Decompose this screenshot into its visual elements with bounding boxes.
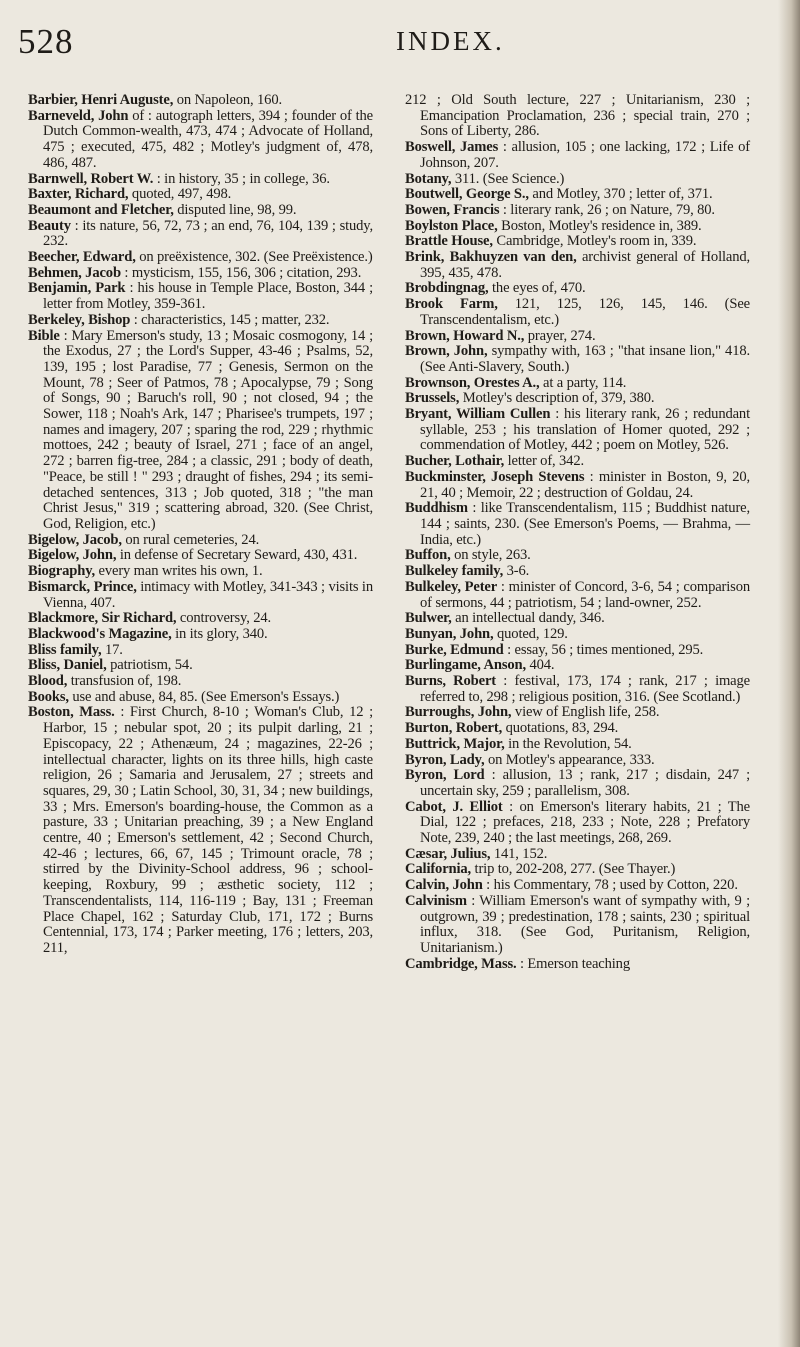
entry-headword: Blackwood's Magazine, [28, 625, 172, 642]
entry-references: on rural cemeteries, 24. [121, 531, 260, 548]
index-entry [405, 93, 750, 140]
entry-references: quoted, 497, 498. [128, 186, 232, 203]
entry-headword: Buttrick, Major, [405, 735, 505, 752]
entry-references: 212 ; Old South lecture, 227 ; Unitarianism, 230 ; Emancipation Proclamation, 236 ; special train, 270 ; Sons of Liberty, 286. [405, 92, 750, 140]
index-entry [405, 611, 750, 627]
entry-headword: Brook Farm, [405, 296, 498, 313]
entry-headword: Boutwell, George S., [405, 186, 529, 203]
index-entry [28, 187, 373, 203]
entry-references: : Emerson teaching [516, 955, 630, 972]
entry-references: in its glory, 340. [171, 625, 268, 642]
index-entry [405, 721, 750, 737]
index-entry [405, 564, 750, 580]
index-entry [405, 847, 750, 863]
entry-headword: Burlingame, Anson, [405, 657, 526, 674]
page-title: INDEX. [396, 26, 505, 56]
entry-references: : on Emerson's literary habits, 21 ; The Dial, 122 ; prefaces, 218, 233 ; Note, 228 ; Prefatory Note, 239, 240 ; the last meetings, 268, 269. [420, 798, 750, 847]
entry-references: : in history, 35 ; in college, 36. [153, 170, 330, 187]
index-entry [28, 219, 373, 250]
entry-references: : Mary Emerson's study, 13 ; Mosaic cosmogony, 14 ; the Exodus, 27 ; the Lord's Supper, 43-46 ; Psalms, 52, 139, 195 ; lost Paradise, 77 ; Genesis, Sermon on the Mount, 78 ; Seer of Patmos, 78 ; Apocalypse, 79 ; Song of Songs, 90 ; Baruch's roll, 90 ; not closed, 94 ; the Sower, 118 ; Noah's Ark, 147 ; Pharisee's trumpets, 197 ; names and imagery, 207 ; sparing the rod, 229 ; rhythmic mottoes, 242 ; beauty of Israel, 271 ; face of an angel, 272 ; barren fig-tree, 284 ; a classic, 291 ; body of death, "Peace, be still ! " 293 ; draught of fishes, 294 ; its semi-detached sentences, 313 ; Job quoted, 318 ; "the man Christ Jesus," 319 ; scattering abroad, 320. (See Christ, God, Religion, etc.) [43, 327, 373, 532]
entry-headword: Byron, Lady, [405, 751, 485, 768]
index-entry [28, 705, 373, 956]
entry-headword: Benjamin, Park [28, 280, 126, 297]
index-entry [405, 140, 750, 171]
entry-headword: Brobdingnag, [405, 280, 489, 297]
entry-headword: Burke, Edmund [405, 641, 504, 658]
index-entry [405, 580, 750, 611]
entry-references: 3-6. [503, 563, 530, 580]
entry-references: Boston, Motley's residence in, 389. [497, 217, 702, 234]
index-entry [28, 611, 373, 627]
index-entry [405, 548, 750, 564]
entry-references: on style, 263. [450, 547, 531, 564]
entry-references: Cambridge, Motley's room in, 339. [492, 233, 697, 250]
entry-headword: Buddhism [405, 500, 468, 517]
index-entry [28, 658, 373, 674]
entry-headword: Blood, [28, 673, 68, 690]
left-column [28, 93, 373, 957]
index-entry [405, 172, 750, 188]
entry-headword: Burroughs, John, [405, 704, 512, 721]
entry-references: the eyes of, 470. [488, 280, 586, 297]
index-entry [28, 203, 373, 219]
index-entry [405, 957, 750, 973]
entry-headword: Brown, Howard N., [405, 327, 525, 344]
entry-headword: Behmen, Jacob [28, 264, 121, 281]
index-entry [405, 705, 750, 721]
entry-references: patriotism, 54. [106, 657, 193, 674]
index-entry [405, 501, 750, 548]
index-entry [405, 250, 750, 281]
entry-references: : characteristics, 145 ; matter, 232. [130, 311, 330, 328]
entry-headword: Brattle House, [405, 233, 493, 250]
index-entry [405, 894, 750, 957]
entry-references: : William Emerson's want of sympathy with, 9 ; outgrown, 39 ; predestination, 178 ; saints, 230 ; spiritual influx, 318. (See God, Puritanism, Religion, Unitarianism.) [420, 892, 750, 956]
index-entry [405, 407, 750, 454]
index-entry [405, 297, 750, 328]
entry-references: : his Commentary, 78 ; used by Cotton, 220. [482, 877, 738, 894]
entry-references: on Napoleon, 160. [173, 92, 282, 108]
index-entry [405, 737, 750, 753]
entry-references: 121, 125, 126, 145, 146. (See Transcendentalism, etc.) [420, 296, 750, 328]
entry-references: 311. (See Science.) [451, 170, 565, 187]
entry-headword: Calvinism [405, 892, 467, 909]
entry-headword: Barbier, Henri Auguste, [28, 92, 174, 108]
index-entry [28, 329, 373, 533]
index-entry [28, 109, 373, 172]
entry-headword: California, [405, 861, 472, 878]
entry-references: sympathy with, 163 ; "that insane lion," 418. (See Anti-Slavery, South.) [420, 343, 750, 375]
entry-headword: Boswell, James [405, 139, 499, 156]
entry-headword: Burton, Robert, [405, 720, 503, 737]
index-entry [28, 172, 373, 188]
index-entry [405, 643, 750, 659]
entry-references: archivist general of Holland, 395, 435, 478. [420, 249, 751, 281]
index-entry [28, 250, 373, 266]
entry-references: : allusion, 105 ; one lacking, 172 ; Life of Johnson, 207. [420, 139, 750, 171]
index-entry [405, 281, 750, 297]
entry-references: every man writes his own, 1. [95, 563, 263, 580]
entry-references: trip to, 202-208, 277. (See Thayer.) [471, 861, 676, 878]
entry-references: : festival, 173, 174 ; rank, 217 ; image referred to, 298 ; religious position, 316. (See Scotland.) [420, 673, 750, 705]
index-entry [405, 203, 750, 219]
entry-headword: Cambridge, Mass. [405, 955, 517, 972]
entry-references: : its nature, 56, 72, 73 ; an end, 76, 104, 139 ; study, 232. [43, 217, 373, 250]
entry-references: : mysticism, 155, 156, 306 ; citation, 293. [120, 264, 362, 281]
entry-headword: Byron, Lord [405, 767, 485, 784]
entry-headword: Bowen, Francis [405, 201, 500, 218]
entry-references: controversy, 24. [176, 610, 272, 627]
entry-references: : allusion, 13 ; rank, 217 ; disdain, 247 ; uncertain sky, 259 ; parallelism, 308. [420, 767, 750, 799]
entry-references: on Motley's appearance, 333. [484, 751, 655, 768]
index-entry [405, 234, 750, 250]
entry-references: : literary rank, 26 ; on Nature, 79, 80. [499, 201, 715, 218]
index-entry [28, 93, 373, 109]
entry-headword: Barneveld, John [28, 107, 129, 124]
entry-references: quotations, 83, 294. [502, 720, 619, 737]
entry-references: : minister of Concord, 3-6, 54 ; comparison of sermons, 44 ; patriotism, 54 ; land-owner, 252. [420, 578, 750, 611]
entry-headword: Buckminster, Joseph Stevens [405, 468, 585, 485]
entry-references: 17. [101, 641, 123, 658]
entry-references: and Motley, 370 ; letter of, 371. [528, 186, 713, 203]
index-entry [405, 862, 750, 878]
entry-headword: Bigelow, John, [28, 547, 117, 564]
index-entry [405, 753, 750, 769]
entry-headword: Biography, [28, 563, 96, 580]
entry-references: in defense of Secretary Seward, 430, 431. [116, 547, 358, 564]
entry-references: an intellectual dandy, 346. [451, 610, 605, 627]
index-entry [28, 281, 373, 312]
entry-headword: Bulwer, [405, 610, 452, 627]
index-entry [405, 674, 750, 705]
index-entry [28, 674, 373, 690]
entry-headword: Brownson, Orestes A., [405, 374, 540, 391]
entry-headword: Beaumont and Fletcher, [28, 201, 174, 218]
index-entry [405, 329, 750, 345]
index-entry [405, 391, 750, 407]
index-entry [405, 454, 750, 470]
entry-references: use and abuse, 84, 85. (See Emerson's Essays.) [68, 688, 340, 705]
entry-headword: Bliss family, [28, 641, 102, 658]
index-entry [405, 344, 750, 375]
entry-headword: Blackmore, Sir Richard, [28, 610, 177, 627]
entry-references: disputed line, 98, 99. [173, 201, 297, 218]
index-entry [405, 219, 750, 235]
entry-references: 141, 152. [490, 845, 548, 862]
entry-headword: Bulkeley, Peter [405, 578, 498, 595]
entry-references: prayer, 274. [524, 327, 596, 344]
entry-references: view of English life, 258. [511, 704, 660, 721]
entry-headword: Boylston Place, [405, 217, 498, 234]
entry-headword: Baxter, Richard, [28, 186, 129, 203]
entry-headword: Calvin, John [405, 877, 483, 894]
entry-references: : his house in Temple Place, Boston, 344 ; letter from Motley, 359-361. [43, 280, 373, 313]
page-number: 528 [18, 22, 74, 61]
index-entry [28, 690, 373, 706]
index-entry [28, 643, 373, 659]
entry-headword: Beauty [28, 217, 71, 234]
entry-references: in the Revolution, 54. [504, 735, 632, 752]
entry-headword: Bunyan, John, [405, 625, 494, 642]
entry-headword: Bliss, Daniel, [28, 657, 107, 674]
index-entry [405, 768, 750, 799]
entry-headword: Berkeley, Bishop [28, 311, 131, 328]
index-entry [28, 580, 373, 611]
entry-headword: Bigelow, Jacob, [28, 531, 122, 548]
entry-references: : essay, 56 ; times mentioned, 295. [503, 641, 704, 658]
index-entry [28, 313, 373, 329]
entry-headword: Burns, Robert [405, 673, 497, 690]
index-entry [405, 470, 750, 501]
entry-headword: Cæsar, Julius, [405, 845, 491, 862]
index-entry [28, 627, 373, 643]
right-column [405, 93, 750, 972]
index-entry [28, 266, 373, 282]
entry-headword: Buffon, [405, 547, 451, 564]
entry-references: letter of, 342. [504, 453, 584, 470]
index-entry [405, 627, 750, 643]
entry-headword: Barnwell, Robert W. [28, 170, 154, 187]
index-entry [405, 878, 750, 894]
index-entry [405, 800, 750, 847]
entry-headword: Brown, John, [405, 343, 488, 360]
entry-references: intimacy with Motley, 341-343 ; visits in Vienna, 407. [43, 578, 373, 611]
entry-references: : minister in Boston, 9, 20, 21, 40 ; Memoir, 22 ; destruction of Goldau, 24. [420, 468, 750, 501]
index-entry [28, 548, 373, 564]
entry-headword: Beecher, Edward, [28, 249, 136, 266]
entry-references: 404. [525, 657, 555, 674]
entry-references: : like Transcendentalism, 115 ; Buddhist nature, 144 ; saints, 230. (See Emerson's Poems, — Brahma, — India, etc.) [420, 500, 750, 548]
entry-references: : his literary rank, 26 ; redundant syllable, 253 ; his translation of Homer quoted, 292 ; commendation of Motley, 442 ; poem on Motley, 526. [420, 406, 750, 454]
entry-headword: Bible [28, 327, 60, 344]
entry-references: transfusion of, 198. [67, 673, 182, 690]
entry-headword: Brink, Bakhuyzen van den, [405, 249, 577, 266]
entry-references: Motley's description of, 379, 380. [459, 390, 655, 407]
entry-headword: Books, [28, 688, 69, 705]
entry-headword: Bismarck, Prince, [28, 578, 137, 595]
entry-headword: Brussels, [405, 390, 460, 407]
entry-references: of : autograph letters, 394 ; founder of the Dutch Common-wealth, 473, 474 ; Advocate of Holland, 475 ; executed, 475, 482 ; Motley's judgment of, 478, 486, 487. [43, 107, 374, 171]
index-entry [405, 376, 750, 392]
entry-headword: Botany, [405, 170, 452, 187]
entry-headword: Bryant, William Cullen [405, 406, 551, 423]
entry-headword: Bulkeley family, [405, 563, 504, 580]
entry-references: at a party, 114. [539, 374, 627, 391]
entry-references: : First Church, 8-10 ; Woman's Club, 12 ; Harbor, 15 ; nebular spot, 20 ; its pulpit darling, 21 ; Episcopacy, 22 ; Athenæum, 24 ; magazines, 22-26 ; intellectual character, lights on its three hills, high caste religion, 26 ; Samaria and Jerusalem, 27 ; streets and squares, 29, 30 ; Latin School, 30, 31, 34 ; new buildings, 33 ; Mrs. Emerson's boarding-house, the Common as a pasture, 33 ; Unitarian preaching, 39 ; a New England centre, 40 ; Emerson's settlement, 42 ; Second Church, 42-46 ; lectures, 66, 67, 145 ; Trimount oracle, 78 ; stirred by the Divinity-School address, 96 ; school-keeping, Roxbury, 99 ; æsthetic society, 112 ; Transcendentalists, 114, 116-119 ; Bay, 131 ; Freeman Place Chapel, 162 ; Saturday Club, 171, 172 ; Burns Centennial, 173, 174 ; Parker meeting, 176 ; letters, 203, 211, [43, 704, 373, 956]
entry-headword: Bucher, Lothair, [405, 453, 505, 470]
entry-references: quoted, 129. [493, 625, 568, 642]
entry-headword: Boston, Mass. [28, 704, 115, 721]
entry-headword: Cabot, J. Elliot [405, 798, 503, 815]
index-entry [405, 187, 750, 203]
entry-references: on preëxistence, 302. (See Preëxistence.) [135, 249, 373, 266]
index-entry [28, 564, 373, 580]
page-edge [778, 0, 800, 1347]
index-entry [405, 658, 750, 674]
index-entry [28, 533, 373, 549]
